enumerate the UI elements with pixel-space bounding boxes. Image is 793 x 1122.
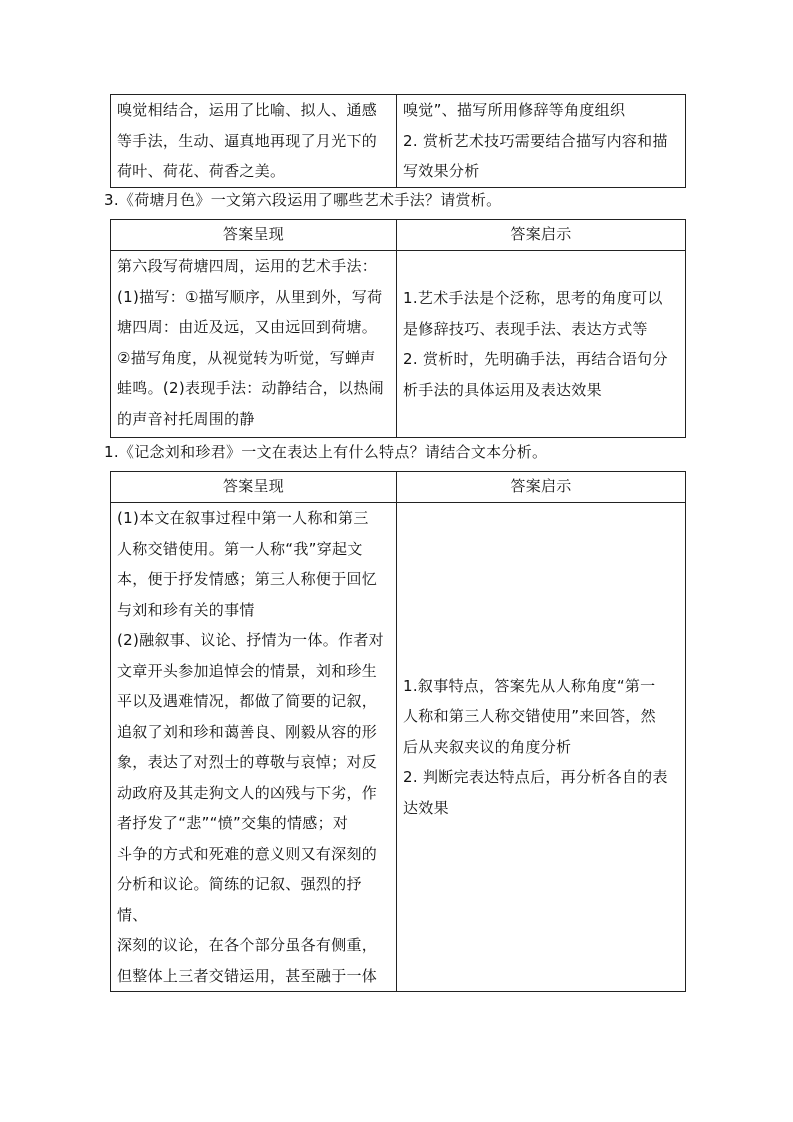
question-3: 3.《荷塘月色》一文第六段运用了哪些艺术手法？请赏析。 (104, 191, 502, 209)
header-answer: 答案呈现 (111, 472, 397, 503)
table-row (111, 95, 686, 188)
table-row (111, 503, 686, 992)
answer-cell (111, 95, 397, 188)
header-hint: 答案启示 (397, 220, 686, 251)
header-answer: 答案呈现 (111, 220, 397, 251)
table-row (111, 251, 686, 438)
table-header-row (111, 220, 686, 251)
answer-text: (1)本文在叙事过程中第一人称和第三 人称交错使用。第一人称“我”穿起文 本，便于抒发情感；第三人称便于回忆 与刘和珍有关的事情 (2)融叙事、议论、抒情为一体。作者对 文章开头参加追悼会的情景，刘和珍生 平以及遇难情况，都做了简要的记叙， 追叙了刘和珍和蔼善良、刚毅从容的形 象，表达了对烈士的尊敬与哀悼；对反 动政府及其走狗文人的凶残与下劣，作 者抒发了“悲”“愤”交集的情感；对 斗争的方式和死难的意义则又有深刻的 分析和议论。简练的记叙、强烈的抒情、 深刻的议论，在各个部分虽各有侧重， 但整体上三者交错运用，甚至融于一体 (117, 509, 384, 985)
answer-text: 嗅觉相结合，运用了比喻、拟人、通感 等手法，生动、逼真地再现了月光下的 荷叶、荷花、荷香之美。 (117, 101, 378, 180)
hint-cell (397, 95, 686, 188)
answer-cell (111, 503, 397, 992)
header-hint: 答案启示 (397, 472, 686, 503)
hint-text: 1.艺术手法是个泛称，思考的角度可以 是修辞技巧、表现手法、表达方式等 2. 赏析时，先明确手法，再结合语句分 析手法的具体运用及表达效果 (403, 289, 668, 399)
question-1: 1.《记念刘和珍君》一文在表达上有什么特点？请结合文本分析。 (104, 443, 548, 461)
answer-table-3 (110, 471, 686, 992)
answer-table-2 (110, 219, 686, 438)
hint-text: 1.叙事特点，答案先从人称角度“第一 人称和第三人称交错使用”来回答，然 后从夹叙夹议的角度分析 2. 判断完表达特点后，再分析各自的表 达效果 (403, 676, 668, 817)
hint-text: 嗅觉”、描写所用修辞等角度组织 2. 赏析艺术技巧需要结合描写内容和描 写效果分析 (403, 101, 668, 180)
answer-text: 第六段写荷塘四周，运用的艺术手法： (1)描写：①描写顺序，从里到外，写荷 塘四周：由近及远，又由远回到荷塘。 ②描写角度，从视觉转为听觉，写蝉声 蛙鸣。(2)表现手法：动静结合，以热闹 的声音衬托周围的静 (117, 257, 384, 428)
hint-cell (397, 503, 686, 992)
answer-table-continued (110, 94, 686, 188)
answer-cell (111, 251, 397, 438)
table-header-row (111, 472, 686, 503)
hint-cell (397, 251, 686, 438)
